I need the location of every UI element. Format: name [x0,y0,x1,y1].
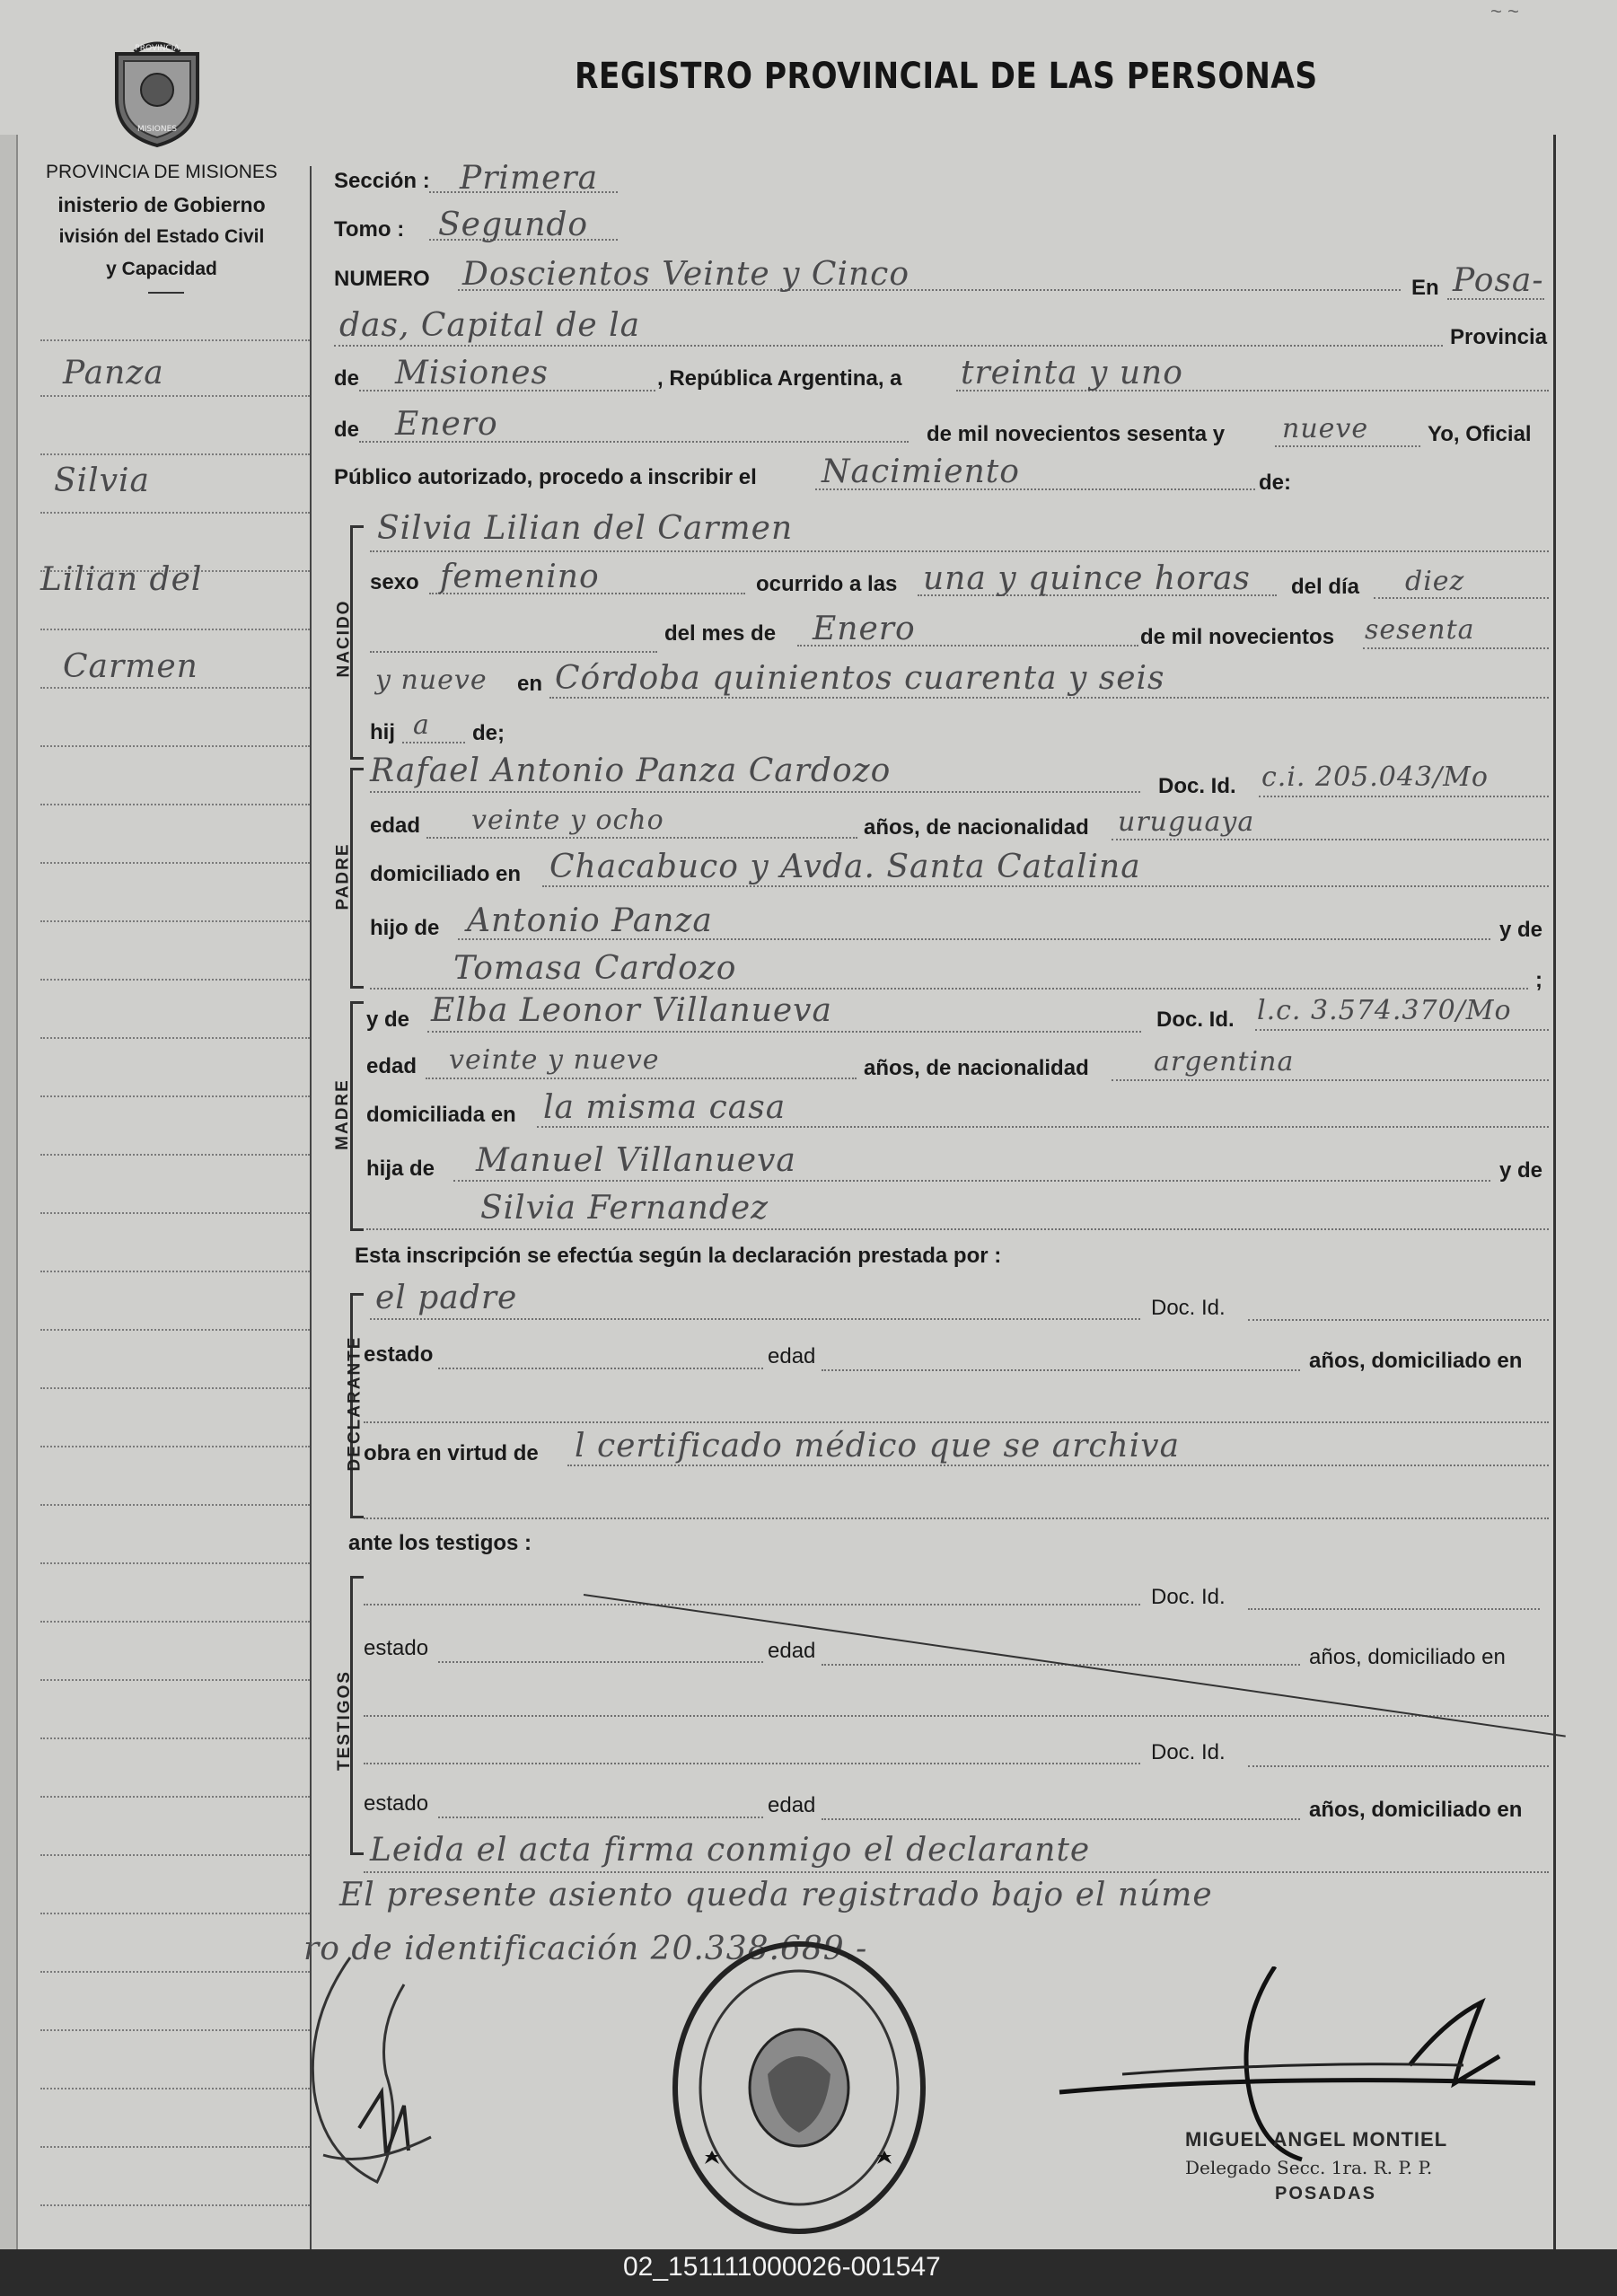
madre-name-value: Elba Leonor Villanueva [431,992,832,1029]
closing-line-2-text: El presente asiento queda registrado bajo el núme [339,1877,1213,1913]
testigo-2-doc-label: Doc. Id. [1151,1740,1226,1764]
testigo-1-edad-line [822,1639,1300,1666]
declarante-dom-line [364,1396,1549,1423]
document-id: 02_151111000026-001547 [623,2252,941,2282]
issuing-organization [18,156,305,286]
testigos-section-label: TESTIGOS [335,1669,355,1772]
de-colon-label: de: [1259,471,1291,495]
testigos-intro: ante los testigos : [348,1531,532,1555]
declarante-estado-line [438,1342,763,1369]
madre-dom-value: la misma casa [543,1089,787,1126]
padre-doc-label: Doc. Id. [1158,774,1236,798]
nacido-anio-value-1: sesenta [1365,614,1475,646]
right-rule [1553,135,1556,2249]
officer-city: POSADAS [1275,2184,1376,2204]
padre-nac-value: uruguaya [1118,806,1255,838]
nacido-anio-value-2: y nueve [375,664,488,696]
testigo-2-estado-line [438,1791,763,1818]
nacido-en-label: en [517,672,543,696]
declarante-edad-line [822,1344,1300,1371]
madre-edad-label: edad [366,1054,417,1078]
numero-value: Doscientos Veinte y Cinco [462,256,910,293]
republica-label: , República Argentina, a [657,366,902,391]
org-line-3: ivisión del Estado Civil [58,226,265,247]
padre-edad-label: edad [370,814,421,838]
madre-hija-label: hija de [366,1157,435,1181]
nacido-lugar-value: Córdoba quinientos cuarenta y seis [555,660,1165,697]
page-binding-edge [0,135,18,2249]
obra-line-2 [364,1492,1549,1519]
padre-doc-value: c.i. 205.043/Mo [1261,761,1489,793]
del-dia-label: del día [1291,575,1360,599]
nacido-name-value: Silvia Lilian del Carmen [377,510,794,547]
org-underline [148,292,184,294]
hij-line [402,718,465,743]
declarante-estado-label: estado [364,1342,434,1367]
top-mark: ~ ~ [1490,0,1519,22]
testigo-1-estado-label: estado [364,1636,429,1660]
declarante-section-label: DECLARANTE [345,1335,365,1472]
padre-dom-label: domiciliado en [370,862,522,886]
province-seal-icon [108,36,207,148]
padre-hijo-value: Antonio Panza [467,902,713,939]
del-mes-prefix-line [370,626,657,653]
padre-nac-label: años, de nacionalidad [864,815,1089,840]
officer-role: Delegado Secc. 1ra. R. P. P. [1185,2157,1433,2178]
mil-label: de mil novecientos sesenta y [927,422,1226,446]
madre-yde-label: y de [366,1007,410,1032]
margin-note-name-2: Lilian del [40,561,203,598]
padre-semicolon: ; [1535,968,1542,992]
madre-dom-label: domiciliada en [366,1103,516,1127]
padre-name-value: Rafael Antonio Panza Cardozo [370,752,892,789]
madre-section-label: MADRE [332,1078,352,1150]
testigo-2-anios-label: años, domiciliado en [1309,1798,1523,1822]
hora-value: una y quince horas [923,560,1251,597]
nacido-section-label: NACIDO [334,599,354,678]
provincia-value: Misiones [395,355,549,391]
en-label: En [1411,276,1439,300]
padre-dom-value: Chacabuco y Avda. Santa Catalina [549,849,1141,885]
hij-de-label: de; [472,721,505,745]
madre-yde-label-2: y de [1499,1158,1543,1183]
padre-edad-value: veinte y ocho [471,805,664,836]
de-label: de [334,366,360,391]
de-label-2: de [334,418,360,442]
closing-line-1-text: Leida el acta firma conmigo el declarante [370,1832,1091,1869]
dia-value: treinta y uno [961,355,1183,391]
nacido-mil-label: de mil novecientos [1140,625,1335,649]
margin-note-name-3: Carmen [63,648,198,685]
officer-name: MIGUEL ANGEL MONTIEL [1185,2128,1448,2151]
declarante-name-value: el padre [375,1280,518,1316]
testigo-2-estado-label: estado [364,1791,429,1816]
seal-text-bottom: MISIONES [136,125,178,134]
tomo-label: Tomo : [334,217,405,242]
numero-label: NUMERO [334,267,430,291]
madre-doc-value: l.c. 3.574.370/Mo [1257,995,1512,1026]
en-value-2: das, Capital de la [339,307,641,344]
madre-edad-value: veinte y nueve [449,1044,660,1076]
hij-value: a [413,709,430,741]
madre-madre-value: Silvia Fernandez [480,1190,769,1227]
madre-hija-value: Manuel Villanueva [476,1142,796,1179]
testigo-2-name-line [364,1737,1140,1764]
sexo-value: femenino [440,559,600,595]
margin-note-name-1: Silvia [54,462,151,499]
declarante-doc-line [1248,1296,1549,1321]
testigo-1-estado-line [438,1636,763,1663]
seal-text-top: PROVINCIA [135,44,180,53]
margin-note-surname: Panza [63,355,164,391]
madre-nac-value: argentina [1154,1046,1295,1078]
declarante-edad-label: edad [768,1344,816,1368]
org-line-1: PROVINCIA DE MISIONES [46,162,277,182]
testigo-1-dom-line [364,1690,1549,1717]
ocurrido-label: ocurrido a las [756,572,898,596]
testigo-1-doc-line [1248,1585,1540,1610]
testigo-1-doc-label: Doc. Id. [1151,1585,1226,1609]
obra-value: l certificado médico que se archiva [575,1428,1181,1465]
declarante-anios-label: años, domiciliado en [1309,1349,1523,1373]
org-line-4: y Capacidad [106,259,217,279]
page-title: REGISTRO PROVINCIAL DE LAS PERSONAS [575,56,1318,97]
tomo-value: Segundo [438,207,589,243]
official-round-stamp-icon [669,1940,929,2236]
declarante-signature-icon [296,1949,449,2191]
testigo-1-anios-label: años, domiciliado en [1309,1645,1506,1669]
mes-value: Enero [395,406,498,443]
testigo-2-doc-line [1248,1742,1549,1767]
sexo-label: sexo [370,570,419,594]
testigo-1-name-line [364,1579,1140,1605]
declarante-intro: Esta inscripción se efectúa según la declaración prestada por : [355,1244,1002,1268]
testigo-1-edad-label: edad [768,1639,816,1663]
oficial-label: Yo, Oficial [1428,422,1532,446]
del-mes-label: del mes de [664,621,777,646]
padre-yde-label: y de [1499,918,1543,942]
padre-madre-value: Tomasa Cardozo [453,950,737,987]
madre-doc-label: Doc. Id. [1156,1007,1235,1032]
anio-value: nueve [1282,413,1369,444]
closing-line-3-text: ro de identificación 20.338.689.- [303,1931,868,1967]
seccion-value: Primera [460,160,599,197]
en-value-1: Posa- [1453,262,1544,299]
testigo-2-edad-label: edad [768,1793,816,1817]
madre-nac-label: años, de nacionalidad [864,1056,1089,1080]
publico-label: Público autorizado, procedo a inscribir el [334,465,757,489]
padre-hijo-label: hijo de [370,916,440,940]
acto-value: Nacimiento [822,453,1020,490]
provincia-label: Provincia [1450,325,1548,349]
declarante-doc-label: Doc. Id. [1151,1296,1226,1320]
nacido-mes-value: Enero [813,611,916,647]
testigo-2-edad-line [822,1793,1300,1820]
hij-label: hij [370,720,395,744]
nacido-dia-value: diez [1405,566,1465,597]
obra-label: obra en virtud de [364,1441,539,1465]
padre-section-label: PADRE [333,842,353,910]
seccion-label: Sección : [334,169,430,193]
org-line-2: inisterio de Gobierno [57,193,266,216]
